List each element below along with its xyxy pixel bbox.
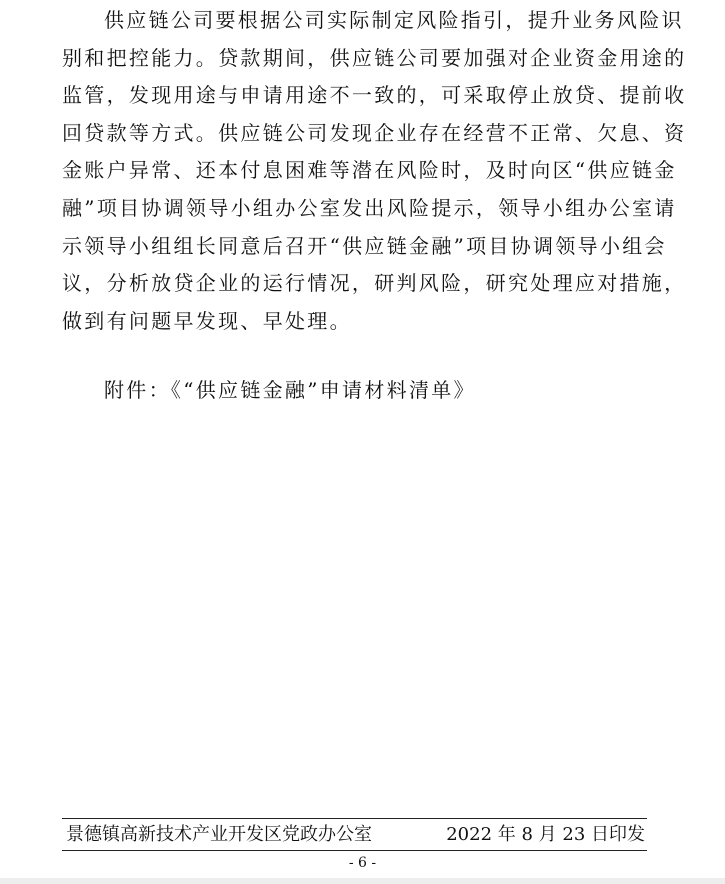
body-paragraph bbox=[62, 2, 687, 340]
issuer-text: 景德镇高新技术产业开发区党政办公室 bbox=[66, 824, 372, 845]
paragraph-line: 金账户异常、还本付息困难等潜在风险时，及时向区“供应链金 bbox=[62, 158, 677, 183]
paragraph-line: 示领导小组组长同意后召开“供应链金融”项目协调领导小组会 bbox=[62, 233, 667, 258]
paragraph-line: 供应链公司要根据公司实际制定风险指引，提升业务风险识 bbox=[104, 8, 684, 32]
footer-top-rule bbox=[62, 818, 647, 819]
footer-bottom-rule bbox=[62, 850, 647, 851]
attachment-line: 附件：《“供应链金融”申请材料清单》 bbox=[104, 378, 476, 402]
paragraph-line: 回贷款等方式。供应链公司发现企业存在经营不正常、欠息、资 bbox=[62, 120, 687, 145]
footer bbox=[62, 822, 647, 848]
paragraph-line: 议，分析放贷企业的运行情况，研判风险，研究处理应对措施， bbox=[62, 271, 687, 296]
paragraph-line: 融”项目协调领导小组办公室发出风险提示，领导小组办公室请 bbox=[62, 195, 677, 220]
paragraph-line: 别和把控能力。贷款期间，供应链公司要加强对企业资金用途的 bbox=[62, 45, 687, 70]
page-number: - 6 - bbox=[348, 855, 377, 871]
print-date: 2022 年 8 月 23 日印发 bbox=[446, 824, 645, 845]
viewer-bottom-edge bbox=[0, 878, 725, 884]
paragraph-line: 监管，发现用途与申请用途不一致的，可采取停止放贷、提前收 bbox=[62, 83, 687, 108]
paragraph-line: 做到有问题早发现、早处理。 bbox=[62, 308, 352, 333]
